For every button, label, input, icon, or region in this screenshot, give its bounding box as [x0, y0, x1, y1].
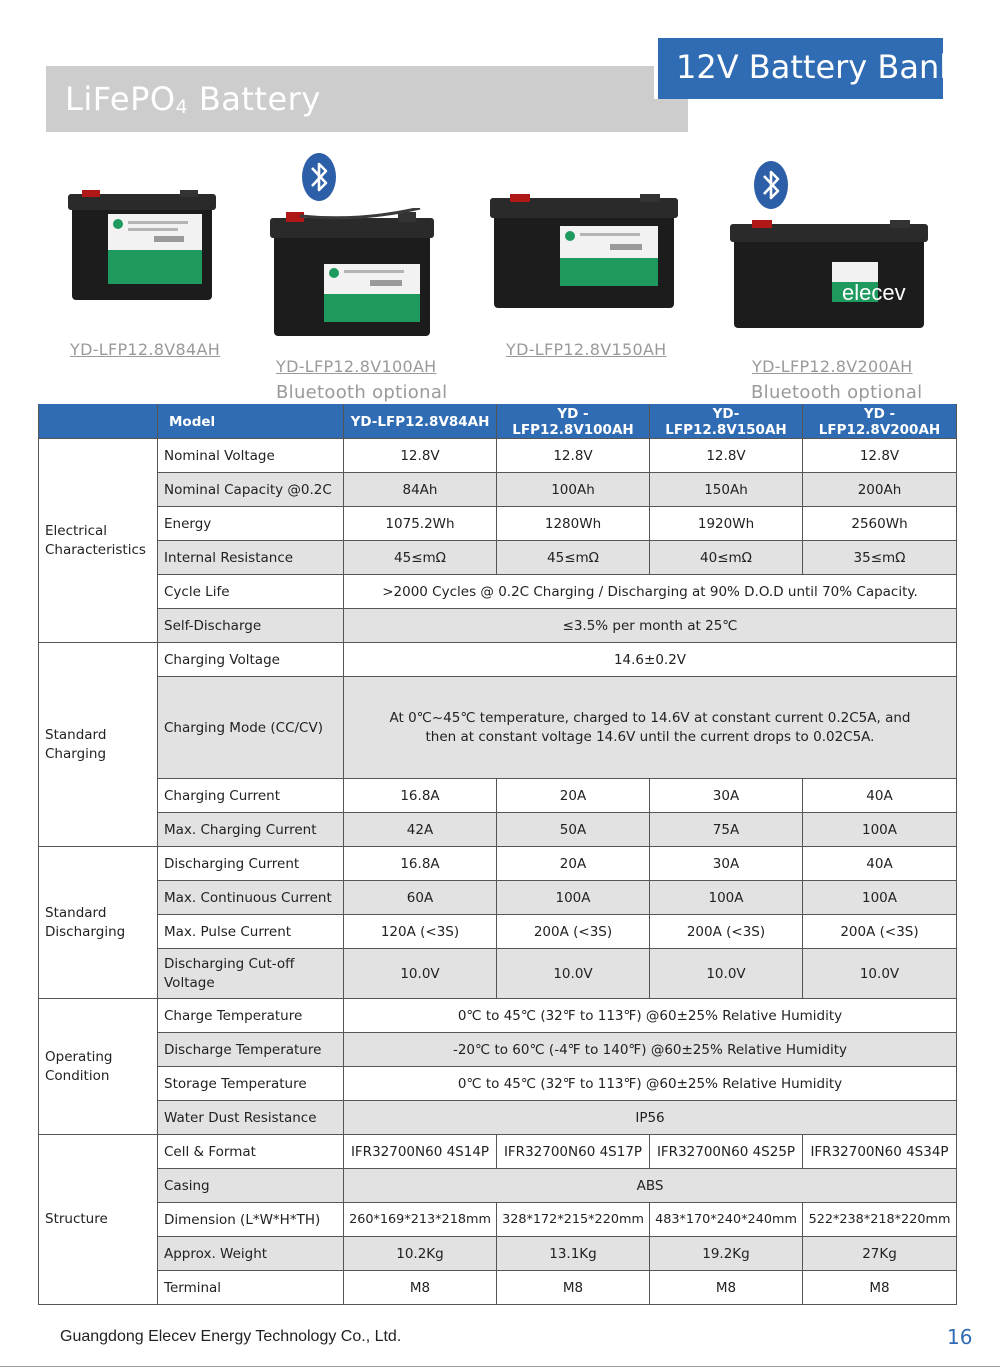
table-row	[39, 541, 957, 575]
table-header-row	[39, 405, 957, 439]
product-caption: YD-LFP12.8V84AH	[70, 340, 221, 359]
value-cell: 150Ah	[650, 473, 803, 507]
table-row	[39, 813, 957, 847]
value-cell-merged: ABS	[344, 1169, 957, 1203]
category-badge-label: 12V Battery Bank	[676, 48, 958, 86]
param-label: Cell & Format	[158, 1135, 344, 1169]
value-cell: 100A	[803, 813, 957, 847]
value-cell: M8	[497, 1271, 650, 1305]
value-cell: 100A	[497, 881, 650, 915]
value-cell: 27Kg	[803, 1237, 957, 1271]
value-cell: 200A (<3S)	[497, 915, 650, 949]
value-cell: IFR32700N60 4S17P	[497, 1135, 650, 1169]
header-model-cell: YD-LFP12.8V150AH	[650, 405, 803, 439]
value-cell: 260*169*213*218mm	[344, 1203, 497, 1237]
value-cell: 19.2Kg	[650, 1237, 803, 1271]
table-row	[39, 643, 957, 677]
value-cell: 40A	[803, 847, 957, 881]
value-cell: 328*172*215*220mm	[497, 1203, 650, 1237]
value-cell: 100A	[803, 881, 957, 915]
value-cell: M8	[344, 1271, 497, 1305]
page-number: 16	[947, 1325, 973, 1349]
param-label: Approx. Weight	[158, 1237, 344, 1271]
battery-brand-label: elecev	[842, 280, 906, 305]
table-row	[39, 473, 957, 507]
value-cell: 522*238*218*220mm	[803, 1203, 957, 1237]
param-label: Nominal Capacity @0.2C	[158, 473, 344, 507]
param-label: Water Dust Resistance	[158, 1101, 344, 1135]
product-caption: YD-LFP12.8V100AH	[276, 357, 437, 376]
value-cell: 30A	[650, 779, 803, 813]
table-row	[39, 949, 957, 999]
param-label: Terminal	[158, 1271, 344, 1305]
value-cell: 10.0V	[650, 949, 803, 999]
bluetooth-caption: Bluetooth optional	[276, 382, 448, 403]
table-row	[39, 507, 957, 541]
header-model-cell: YD-LFP12.8V84AH	[344, 405, 497, 439]
table-row	[39, 1101, 957, 1135]
param-label: Dimension (L*W*H*TH)	[158, 1203, 344, 1237]
group-label: Operating Condition	[45, 1048, 113, 1084]
table-row	[39, 1067, 957, 1101]
table-row	[39, 915, 957, 949]
value-cell-merged: ≤3.5% per month at 25℃	[344, 609, 957, 643]
value-cell: 20A	[497, 847, 650, 881]
header-blank-cell	[39, 405, 158, 439]
battery-image-150ah	[490, 192, 678, 310]
param-label: Self-Discharge	[158, 609, 344, 643]
param-label: Internal Resistance	[158, 541, 344, 575]
value-cell: 10.2Kg	[344, 1237, 497, 1271]
value-cell-merged: At 0℃~45℃ temperature, charged to 14.6V at constant current 0.2C5A, and then at constant voltage 14.6V until the current drops to 0.02C5A.	[344, 677, 957, 779]
param-label: Max. Pulse Current	[158, 915, 344, 949]
value-cell-merged: -20℃ to 60℃ (-4℉ to 140℉) @60±25% Relative Humidity	[344, 1033, 957, 1067]
param-label: Storage Temperature	[158, 1067, 344, 1101]
value-cell: M8	[650, 1271, 803, 1305]
table-row	[39, 677, 957, 779]
value-cell: 13.1Kg	[497, 1237, 650, 1271]
param-label: Max. Continuous Current	[158, 881, 344, 915]
value-cell-merged: >2000 Cycles @ 0.2C Charging / Discharging at 90% D.O.D until 70% Capacity.	[344, 575, 957, 609]
value-cell: 12.8V	[650, 439, 803, 473]
value-cell: 10.0V	[344, 949, 497, 999]
value-cell: 100A	[650, 881, 803, 915]
value-cell-merged: 0℃ to 45℃ (32℉ to 113℉) @60±25% Relative Humidity	[344, 1067, 957, 1101]
table-row	[39, 439, 957, 473]
value-cell: 35≤mΩ	[803, 541, 957, 575]
value-cell: 60A	[344, 881, 497, 915]
value-cell-merged: 0℃ to 45℃ (32℉ to 113℉) @60±25% Relative Humidity	[344, 999, 957, 1033]
group-structure: Structure	[39, 1135, 158, 1305]
product-caption: YD-LFP12.8V150AH	[506, 340, 667, 359]
value-cell: 12.8V	[344, 439, 497, 473]
value-cell: 45≤mΩ	[344, 541, 497, 575]
param-label: Energy	[158, 507, 344, 541]
value-cell: M8	[803, 1271, 957, 1305]
value-cell: 42A	[344, 813, 497, 847]
value-cell: 16.8A	[344, 779, 497, 813]
group-electrical: Electrical Characteristics	[39, 439, 158, 643]
value-cell: 200A (<3S)	[803, 915, 957, 949]
value-cell: 12.8V	[497, 439, 650, 473]
param-label: Cycle Life	[158, 575, 344, 609]
param-label: Charging Current	[158, 779, 344, 813]
param-label: Charging Voltage	[158, 643, 344, 677]
value-cell: 120A (<3S)	[344, 915, 497, 949]
footer-company-name: Guangdong Elecev Energy Technology Co., Ltd.	[60, 1328, 402, 1345]
value-cell: 1920Wh	[650, 507, 803, 541]
table-row	[39, 1237, 957, 1271]
battery-image-84ah	[68, 190, 216, 302]
value-cell-merged: 14.6±0.2V	[344, 643, 957, 677]
value-cell: 200Ah	[803, 473, 957, 507]
table-row	[39, 1033, 957, 1067]
table-row	[39, 575, 957, 609]
value-cell: 1075.2Wh	[344, 507, 497, 541]
product-caption: YD-LFP12.8V200AH	[752, 357, 913, 376]
footer-divider	[0, 1366, 1000, 1367]
value-cell: 1280Wh	[497, 507, 650, 541]
table-row	[39, 609, 957, 643]
battery-image-200ah	[730, 218, 928, 330]
value-cell: 16.8A	[344, 847, 497, 881]
page-title: LiFePO$_4$ Battery	[65, 80, 321, 118]
param-label: Charging Mode (CC/CV)	[158, 677, 344, 779]
table-row	[39, 1135, 957, 1169]
bluetooth-icon	[301, 152, 337, 202]
value-cell: 10.0V	[497, 949, 650, 999]
table-row	[39, 847, 957, 881]
value-cell: 45≤mΩ	[497, 541, 650, 575]
table-row	[39, 1203, 957, 1237]
value-cell: 200A (<3S)	[650, 915, 803, 949]
table-row	[39, 1169, 957, 1203]
group-label: Standard Charging	[45, 726, 107, 762]
header-model-cell: YD -LFP12.8V200AH	[803, 405, 957, 439]
spec-table	[38, 404, 957, 1305]
value-cell-merged: IP56	[344, 1101, 957, 1135]
table-row	[39, 1271, 957, 1305]
group-charging	[39, 643, 158, 847]
value-cell: IFR32700N60 4S14P	[344, 1135, 497, 1169]
param-label: Charge Temperature	[158, 999, 344, 1033]
header-model-cell: YD -LFP12.8V100AH	[497, 405, 650, 439]
value-cell: 2560Wh	[803, 507, 957, 541]
value-cell: 12.8V	[803, 439, 957, 473]
group-discharging	[39, 847, 158, 999]
table-row	[39, 779, 957, 813]
value-cell: 30A	[650, 847, 803, 881]
table-row	[39, 999, 957, 1033]
value-cell: 10.0V	[803, 949, 957, 999]
header-model-label: Model	[158, 405, 344, 439]
param-label: Discharge Temperature	[158, 1033, 344, 1067]
value-cell: 40≤mΩ	[650, 541, 803, 575]
param-label: Discharging Current	[158, 847, 344, 881]
group-operating	[39, 999, 158, 1135]
param-label: Casing	[158, 1169, 344, 1203]
group-label: Standard Discharging	[45, 904, 126, 940]
param-label: Discharging Cut-off Voltage	[158, 949, 344, 999]
value-cell: IFR32700N60 4S34P	[803, 1135, 957, 1169]
param-label: Max. Charging Current	[158, 813, 344, 847]
value-cell: 84Ah	[344, 473, 497, 507]
table-row	[39, 881, 957, 915]
param-label: Nominal Voltage	[158, 439, 344, 473]
value-cell: 20A	[497, 779, 650, 813]
value-cell: 40A	[803, 779, 957, 813]
value-cell: 50A	[497, 813, 650, 847]
value-cell: 100Ah	[497, 473, 650, 507]
value-cell: 75A	[650, 813, 803, 847]
bluetooth-caption: Bluetooth optional	[751, 382, 923, 403]
battery-image-100ah	[270, 208, 434, 338]
value-cell: 483*170*240*240mm	[650, 1203, 803, 1237]
value-cell: IFR32700N60 4S25P	[650, 1135, 803, 1169]
bluetooth-icon	[753, 160, 789, 210]
